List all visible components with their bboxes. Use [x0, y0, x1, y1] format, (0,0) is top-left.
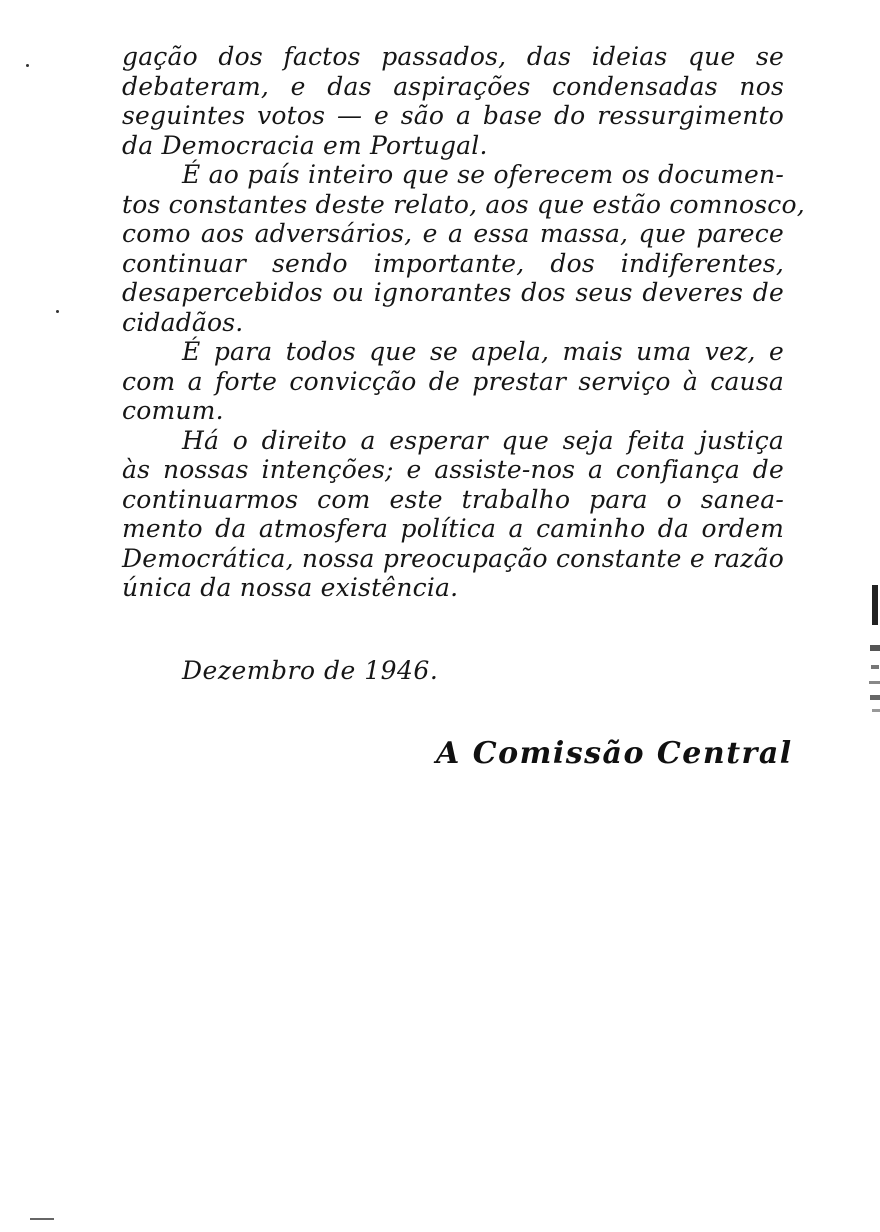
body-line: seguintes votos — e são a base do ressurgimento [122, 101, 784, 130]
signature: A Comissão Central [436, 736, 793, 771]
body-line: É para todos que se apela, mais uma vez, e [182, 337, 784, 366]
body-line: com a forte convicção de prestar serviço à causa [122, 366, 784, 396]
scan-edge-mark [868, 585, 880, 745]
body-line: única da nossa existência. [122, 573, 459, 602]
scan-speck [56, 310, 59, 313]
body-line: desapercebidos ou ignorantes dos seus deveres de [122, 278, 784, 307]
body-line: como aos adversários, e a essa massa, que parece [122, 219, 784, 248]
body-text [122, 42, 805, 603]
body-line: comum. [122, 396, 224, 425]
body-line: Há o direito a esperar que seja feita justiça [182, 425, 784, 455]
body-line: continuarmos com este trabalho para o sanea- [122, 484, 784, 514]
body-line: cidadãos. [122, 307, 244, 337]
body-line: gação dos factos passados, das ideias que se [122, 42, 784, 71]
body-line: mento da atmosfera política a caminho da ordem [122, 514, 784, 543]
body-line: debateram, e das aspirações condensadas nos [122, 71, 784, 101]
body-line: tos constantes deste relato, aos que estão comnosco, [122, 189, 805, 219]
body-line: É ao país inteiro que se oferecem os documen- [182, 160, 784, 189]
body-line: continuar sendo importante, dos indiferentes, [122, 248, 784, 278]
date-line: Dezembro de 1946. [182, 656, 439, 685]
body-line: da Democracia em Portugal. [122, 130, 488, 160]
scan-speck [26, 64, 29, 67]
body-line: Democrática, nossa preocupação constante e razão [122, 543, 784, 573]
scan-speck [30, 1218, 54, 1220]
body-line: às nossas intenções; e assiste-nos a confiança de [122, 455, 784, 484]
